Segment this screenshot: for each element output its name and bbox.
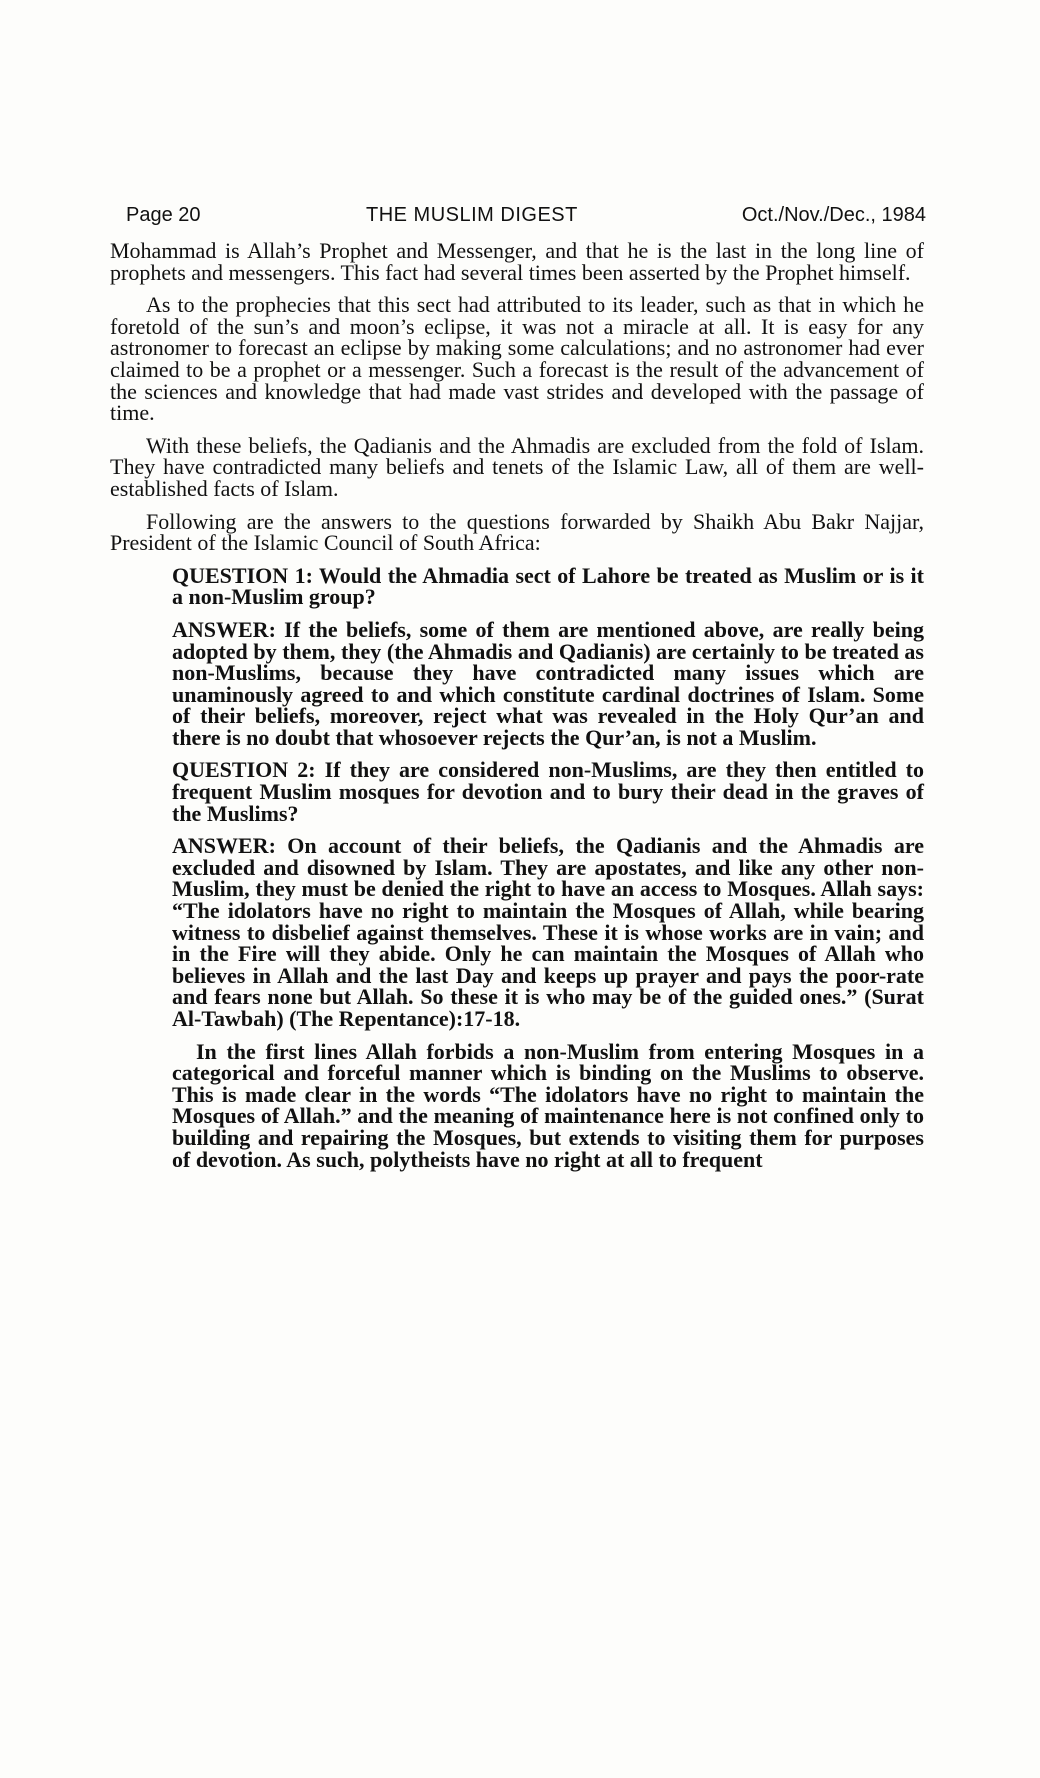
- answer-2: ANSWER: On account of their beliefs, the Qadianis and the Ahmadis are excluded and disowned by Islam. They are apostates, and like any other non-Muslim, they must be denied the right to have an access to Mosques. Allah says: “The idolators have no right to maintain the Mosques of Allah, while bearing witness to disbelief against themselves. These it is whose works are in vain; and in the Fire will they abide. Only he can maintain the Mosques of Allah who believes in Allah and the last Day and keeps up prayer and pays the poor-rate and fears none but Allah. So these it is who may be of the guided ones.” (Surat Al-Tawbah) (The Repentance):17-18.: [172, 833, 924, 1031]
- question-2: QUESTION 2: If they are considered non-Muslims, are they then entitled to frequent Muslim mosques for devotion and to bury their dead in the graves of the Muslims?: [172, 757, 924, 826]
- paragraph-commentary: In the first lines Allah forbids a non-Muslim from entering Mosques in a categorical and forceful manner which is binding on the Muslims to observe. This is made clear in the words “The idolators have no right to maintain the Mosques of Allah.” and the meaning of maintenance here is not confined only to building and repairing the Mosques, but extends to visiting them for purposes of devotion. As such, polytheists have no right at all to frequent: [172, 1038, 924, 1172]
- article-body: [110, 240, 924, 1181]
- question-1: QUESTION 1: Would the Ahmadia sect of Lahore be treated as Muslim or is it a non-Muslim group?: [172, 562, 924, 610]
- paragraph-2: As to the prophecies that this sect had attributed to its leader, such as that in which he foretold of the sun’s and moon’s eclipse, it was not a miracle at all. It is easy for any astronomer to forecast an eclipse by making some calculations; and no astronomer had ever claimed to be a prophet or a messenger. Such a forecast is the result of the advancement of the sciences and knowledge that had made vast strides and developed with the passage of time.: [110, 292, 924, 426]
- page-number: Page 20: [126, 204, 201, 226]
- paragraph-3: With these beliefs, the Qadianis and the Ahmadis are excluded from the fold of Islam. They have contradicted many beliefs and tenets of the Islamic Law, all of them are well-established facts of Islam.: [110, 432, 924, 501]
- paragraph-1: Mohammad is Allah’s Prophet and Messenger, and that he is the last in the long line of prophets and messengers. This fact had several times been asserted by the Prophet himself.: [110, 238, 924, 285]
- running-header: [126, 204, 926, 234]
- paragraph-4: Following are the answers to the questions forwarded by Shaikh Abu Bakr Najjar, President of the Islamic Council of South Africa:: [110, 508, 924, 556]
- publication-title: THE MUSLIM DIGEST: [366, 204, 578, 226]
- issue-date: Oct./Nov./Dec., 1984: [741, 204, 926, 226]
- answer-1: ANSWER: If the beliefs, some of them are mentioned above, are really being adopted by them, they (the Ahmadis and Qadianis) are certainly to be treated as non-Muslims, because they have contradicted many issues which are unaminously agreed to and which constitute cardinal doctrines of Islam. Some of their beliefs, moreover, reject what was revealed in the Holy Qur’an and there is no doubt that whosoever rejects the Qur’an, is not a Muslim.: [172, 616, 924, 750]
